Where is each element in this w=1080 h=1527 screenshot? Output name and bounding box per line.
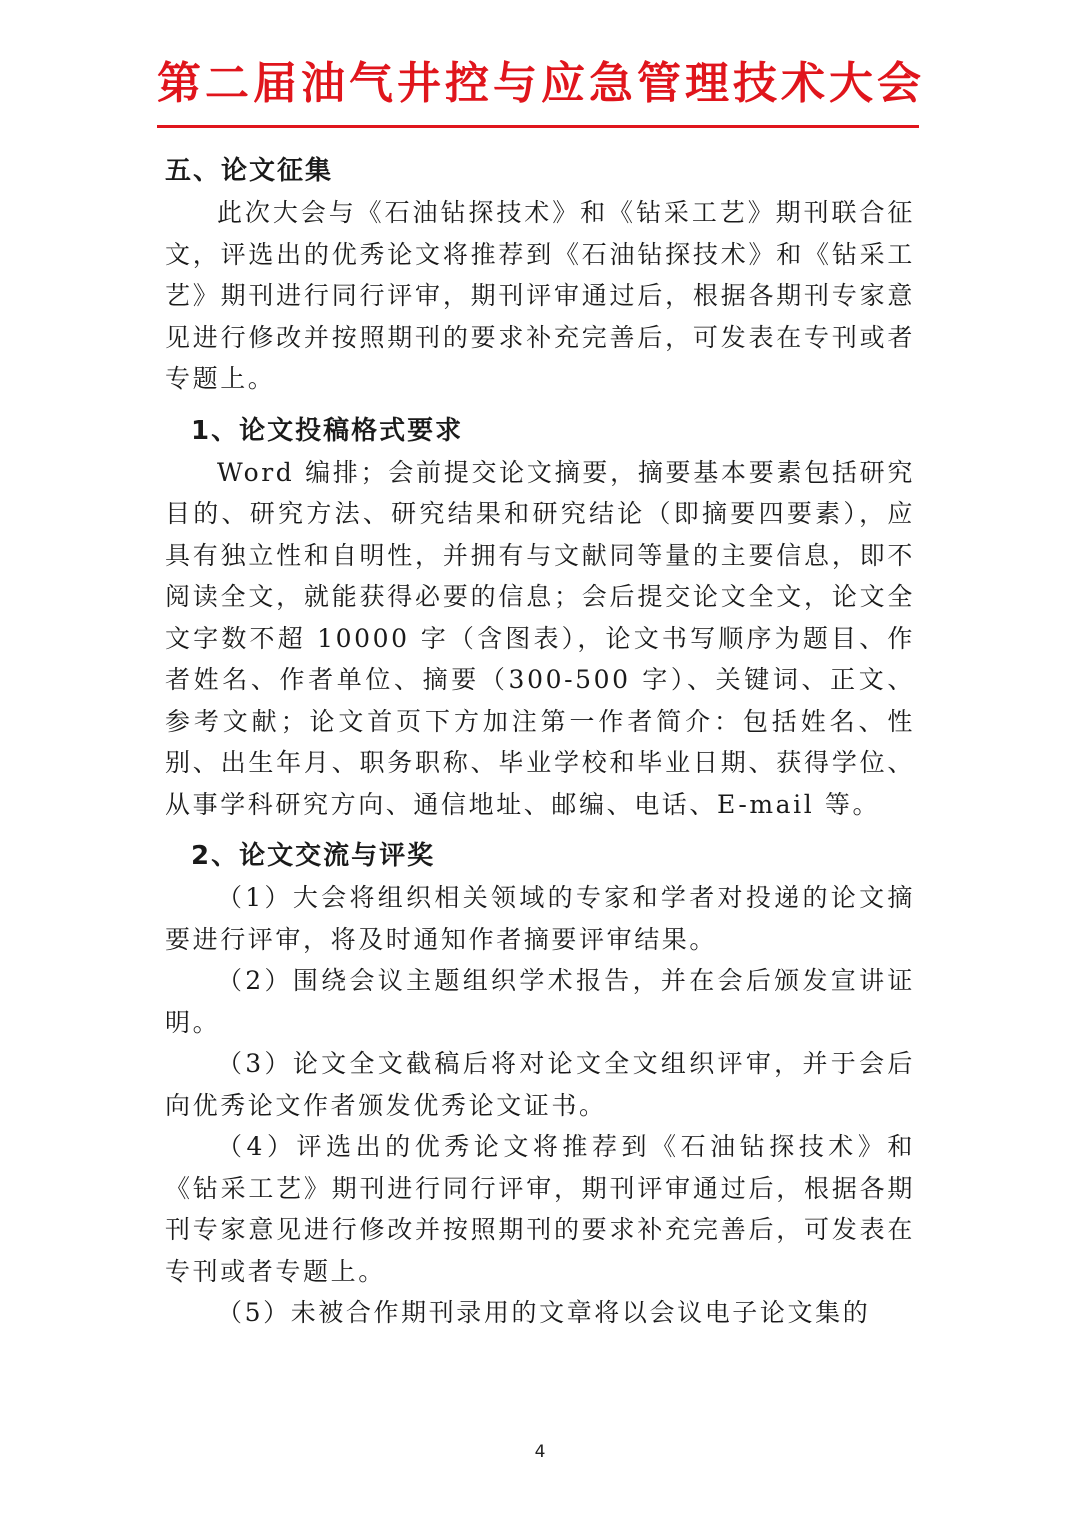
page-number: 4 [534,1442,546,1462]
exchange-awards-heading: 2、论文交流与评奖 [191,841,436,871]
format-requirements-heading: 1、论文投稿格式要求 [191,415,464,446]
exchange-item-5: （5）未被合作期刊录用的文章将以会议电子论文集的 [217,1298,871,1327]
header-divider [157,125,919,128]
document-body [165,150,915,1334]
conference-title: 第二届油气井控与应急管理技术大会 [157,58,925,109]
exchange-item-4: （4）评选出的优秀论文将推荐到《石油钻探技术》和《钻采工艺》期刊进行同行评审，期刊评审通过后，根据各期刊专家意见进行修改并按照期刊的要求补充完善后，可发表在专刊或者专题上。 [165,1132,915,1286]
section-heading: 五、论文征集 [165,156,334,186]
intro-paragraph: 此次大会与《石油钻探技术》和《钻采工艺》期刊联合征文，评选出的优秀论文将推荐到《石油钻探技术》和《钻采工艺》期刊进行同行评审，期刊评审通过后，根据各期刊专家意见进行修改并按照期刊的要求补充完善后，可发表在专刊或者专题上。 [165,198,915,393]
exchange-item-2: （2）围绕会议主题组织学术报告，并在会后颁发宣讲证明。 [165,966,915,1037]
exchange-item-3: （3）论文全文截稿后将对论文全文组织评审，并于会后向优秀论文作者颁发优秀论文证书。 [165,1049,915,1120]
exchange-item-1: （1）大会将组织相关领域的专家和学者对投递的论文摘要进行评审，将及时通知作者摘要评审结果。 [165,883,915,954]
format-requirements-paragraph: Word 编排；会前提交论文摘要，摘要基本要素包括研究目的、研究方法、研究结果和研究结论（即摘要四要素），应具有独立性和自明性，并拥有与文献同等量的主要信息，即不阅读全文，就能获得必要的信息；会后提交论文全文，论文全文字数不超 10000 字（含图表），论文书写顺序为题目、作者姓名、作者单位、摘要（300-500 字）、关键词、正文、参考文献；论文首页下方加注第一作者简介：包括姓名、性别、出生年月、职务职称、毕业学校和毕业日期、获得学位、从事学科研究方向、通信地址、邮编、电话、E-mail 等。 [165,457,915,819]
